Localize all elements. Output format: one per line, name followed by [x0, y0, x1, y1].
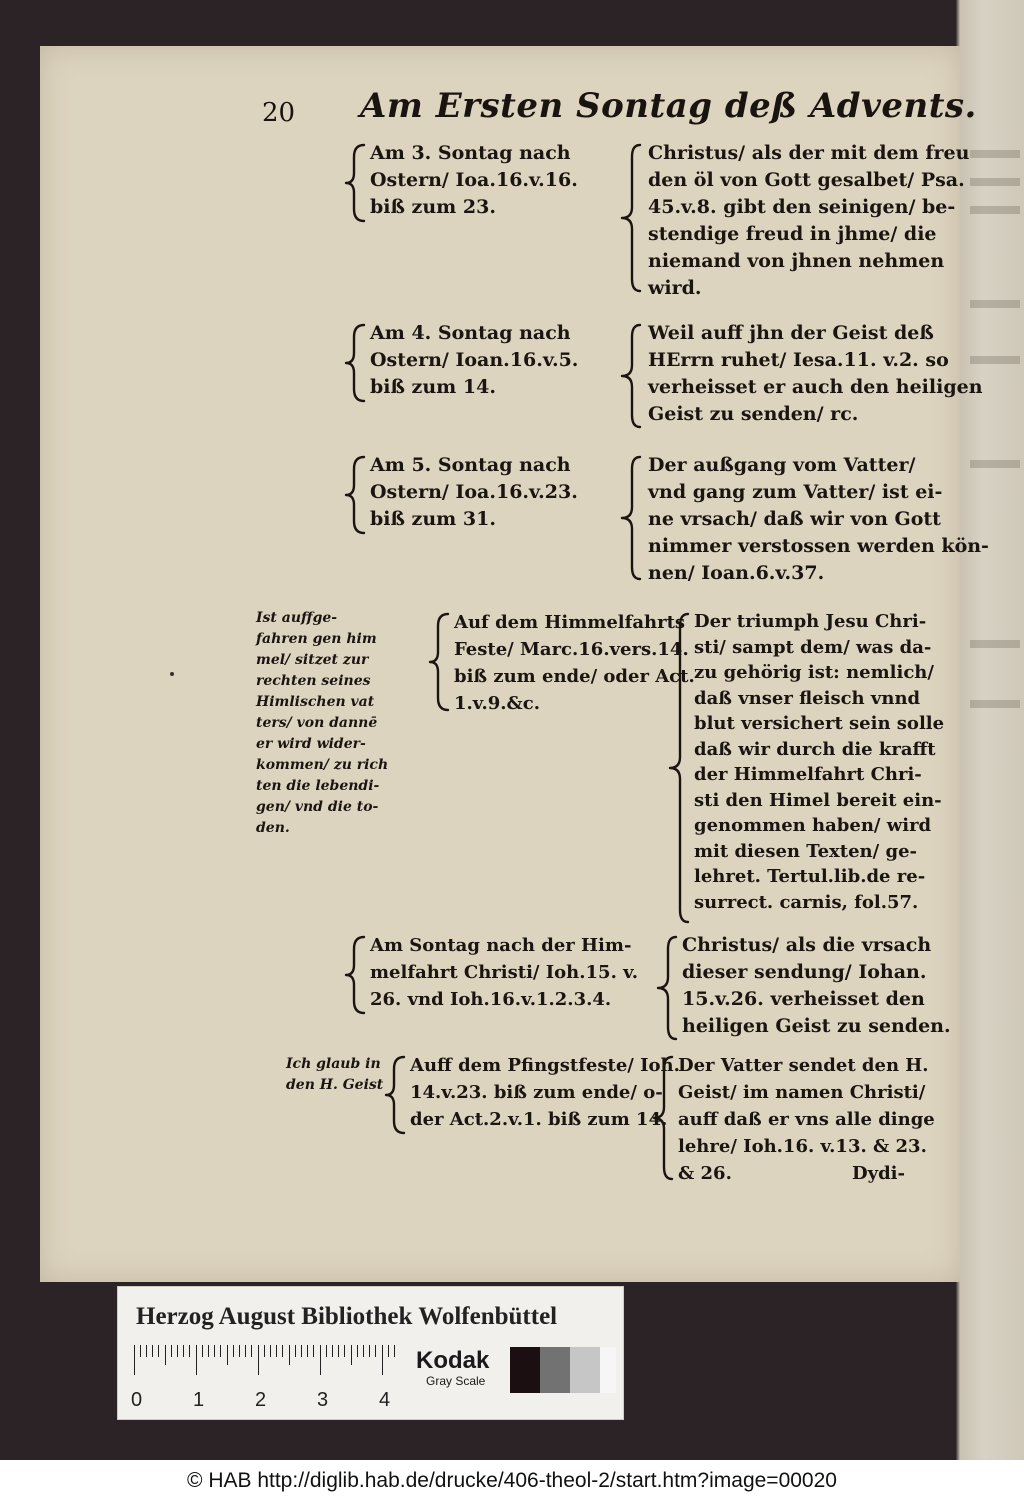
- entry-3-explanation: Der außgang vom Vatter/ vnd gang zum Vatter/ ist ei- ne vrsach/ daß wir von Gott nimmer verstossen werden kön- nen/ Ioan.6.v.37.: [648, 454, 989, 584]
- entry-5-explanation: Christus/ als die vrsach dieser sendung/ Iohan. 15.v.26. verheisset den heiligen Geist zu senden.: [682, 934, 951, 1037]
- reference-brace: [344, 143, 366, 223]
- explanation-brace: [656, 935, 678, 1041]
- marginal-note-ascension: Ist auffge- fahren gen him mel/ sitzet zur rechten seines Himlischen vat ters/ von dannē er wird wider- kommen/ zu rich ten die lebendi- gen/ vnd die to- den.: [256, 610, 389, 836]
- marginal-note-holy-spirit: Ich glaub in den H. Geist: [286, 1056, 384, 1093]
- entry-2-reference: Am 4. Sontag nach Ostern/ Ioan.16.v.5. biß zum 14.: [370, 322, 579, 398]
- reference-brace: [344, 323, 366, 403]
- scale-ruler: 0 1 2 3 4: [134, 1345, 404, 1389]
- reference-brace: [344, 455, 366, 535]
- entry-1-reference: Am 3. Sontag nach Ostern/ Ioa.16.v.16. biß zum 23.: [370, 142, 578, 218]
- entry-4-reference: Auf dem Himmelfahrts Feste/ Marc.16.vers.14. biß zum ende/ oder Act. 1.v.9.&c.: [454, 612, 695, 714]
- entry-2-explanation: Weil auff jhn der Geist deß HErrn ruhet/ Iesa.11. v.2. so verheisset er auch den heiligen Geist zu senden/ rc.: [648, 322, 983, 425]
- gray-swatch-black: [510, 1347, 540, 1393]
- explanation-brace: [620, 323, 642, 429]
- entry-5-reference: Am Sontag nach der Him- melfahrt Christi/ Ioh.15. v. 26. vnd Ioh.16.v.1.2.3.4.: [370, 935, 639, 1010]
- reference-brace: [428, 612, 450, 712]
- gray-swatch-light: [570, 1347, 600, 1393]
- library-name: Herzog August Bibliothek Wolfenbüttel: [136, 1303, 558, 1330]
- page-number: 20: [262, 98, 296, 128]
- kodak-label: Kodak Gray Scale: [416, 1347, 490, 1388]
- gray-swatch-white: [600, 1347, 616, 1393]
- library-color-card: [117, 1286, 624, 1420]
- explanation-brace: [652, 1055, 674, 1181]
- catchword: Dydi-: [852, 1163, 905, 1184]
- explanation-brace: [620, 455, 642, 581]
- gray-swatch-mid: [540, 1347, 570, 1393]
- copyright-credit: © HAB http://diglib.hab.de/drucke/406-theol-2/start.htm?image=00020: [0, 1460, 1024, 1502]
- ink-speck: [170, 672, 174, 676]
- explanation-brace: [620, 143, 642, 293]
- explanation-brace: [668, 612, 690, 924]
- entry-4-explanation: Der triumph Jesu Chri- sti/ sampt dem/ was da- zu gehörig ist: nemlich/ daß vnser fleisch vnnd blut versichert sein solle daß wir durch die krafft der Himmelfahrt Chri- sti den Himel bereit ein- genommen haben/ wird mit diesen Texten/ ge- lehret. Tertul.lib.de re- surrect. carnis, fol.57.: [694, 611, 945, 913]
- entry-6-reference: Auff dem Pfingstfeste/ Ioh. 14.v.23. biß zum ende/ o- der Act.2.v.1. biß zum 14.: [410, 1055, 680, 1130]
- running-title: Am Ersten Sontag deß Advents.: [360, 86, 977, 126]
- entry-6-explanation: Der Vatter sendet den H. Geist/ im namen Christi/ auff daß er vns alle dinge lehre/ Ioh.16. v.13. & 23. & 26.: [678, 1055, 935, 1184]
- entry-1-explanation: Christus/ als der mit dem freu den öl von Gott gesalbet/ Psa. 45.v.8. gibt den seinigen/ be- stendige freud in jhme/ die niemand von jhnen nehmen wird.: [648, 142, 970, 299]
- entry-3-reference: Am 5. Sontag nach Ostern/ Ioa.16.v.23. biß zum 31.: [370, 454, 578, 530]
- reference-brace: [384, 1055, 406, 1135]
- reference-brace: [344, 935, 366, 1015]
